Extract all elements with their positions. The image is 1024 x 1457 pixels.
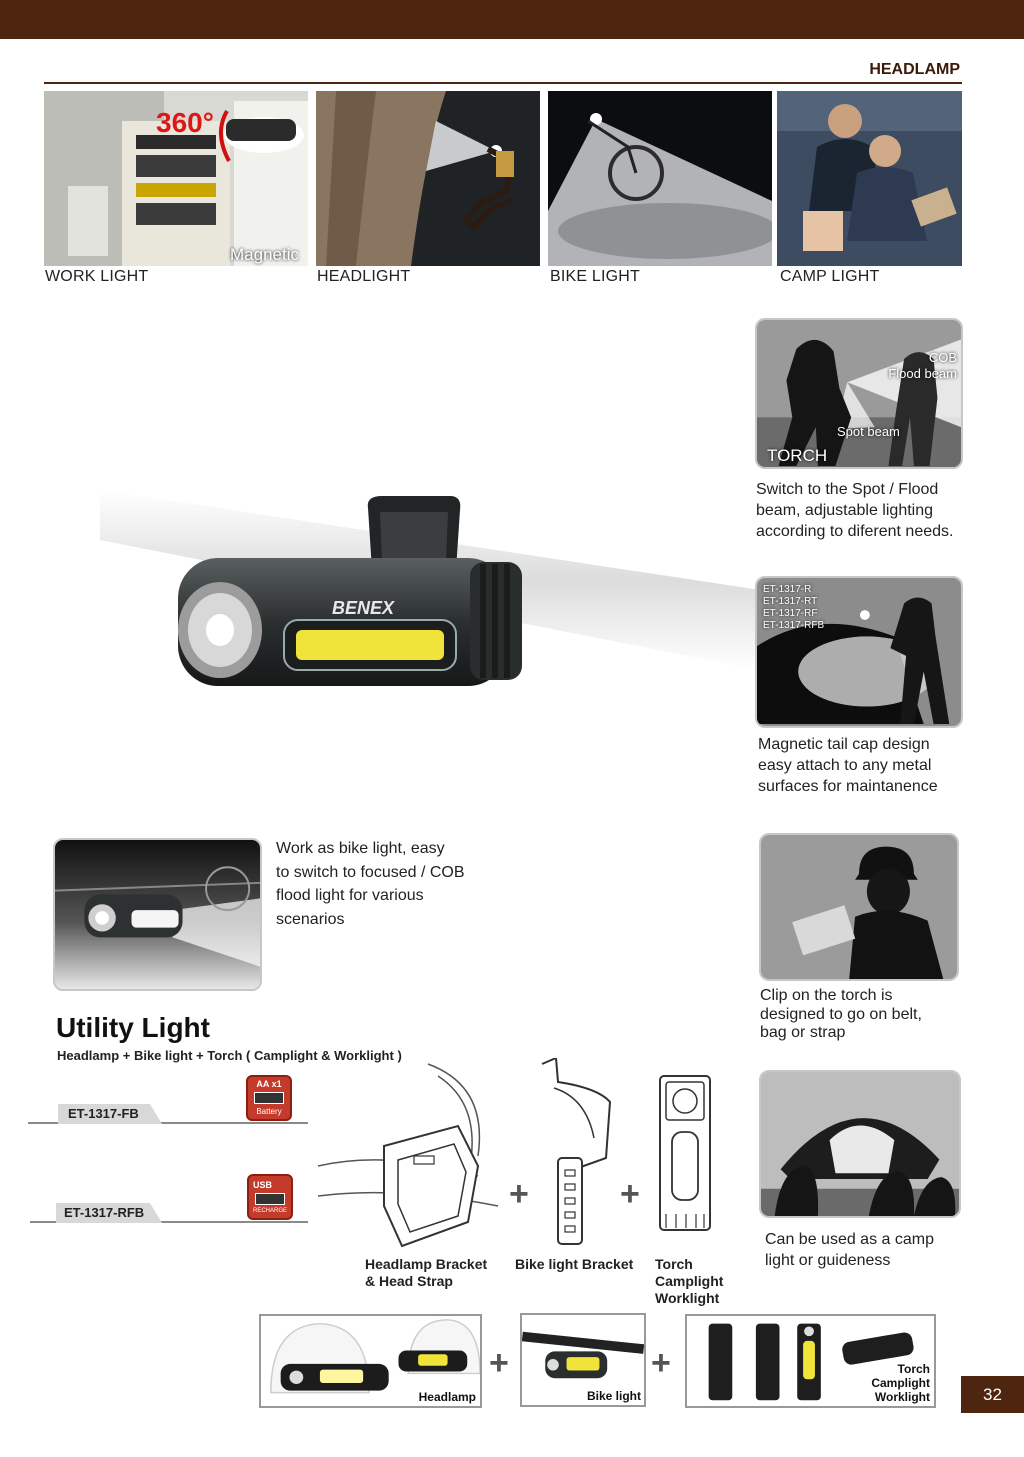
caption-work-light: WORK LIGHT	[45, 268, 149, 285]
part-label-headlamp-bracket: Headlamp Bracket & Head Strap	[365, 1256, 488, 1289]
feature-camp-text: Can be used as a camp light or guideness	[765, 1231, 934, 1269]
plus-sign-4: +	[651, 1344, 671, 1382]
magnetic-label: Magnetic	[230, 245, 299, 264]
plus-sign-1: +	[509, 1175, 529, 1213]
cob-label: COB Flood beam	[888, 350, 957, 381]
part-label-torch: Torch Camplight Worklight	[655, 1256, 724, 1306]
caption-camp-light: CAMP LIGHT	[780, 268, 880, 285]
feature-bike-image	[53, 838, 262, 991]
box-label-headlamp: Headlamp	[418, 1390, 476, 1404]
feature-clip-text: Clip on the torch is designed to go on belt, bag or strap	[760, 987, 922, 1041]
model-tab-fb	[58, 1104, 162, 1124]
feature-magnetic-image	[755, 576, 963, 728]
section-title: HEADLAMP	[869, 61, 960, 78]
torch-drawing	[658, 1074, 712, 1232]
feature-clip-image	[759, 833, 959, 981]
box-label-torch: Torch Camplight Worklight	[871, 1362, 930, 1404]
photo-headlight	[316, 91, 540, 266]
plus-sign-2: +	[620, 1175, 640, 1213]
part-label-bike-bracket: Bike light Bracket	[515, 1256, 634, 1272]
photo-work-light	[44, 91, 308, 266]
spot-beam-label: Spot beam	[837, 424, 900, 439]
usb-badge-top: USB	[253, 1180, 273, 1190]
torch-mode-label: TORCH	[767, 446, 828, 465]
feature-torch-text: Switch to the Spot / Flood beam, adjustable lighting according to diferent needs.	[756, 481, 954, 540]
model-code-fb: ET-1317-FB	[68, 1106, 139, 1121]
section-rule	[44, 82, 962, 84]
usb-badge	[247, 1174, 293, 1220]
bike-bracket-drawing	[538, 1058, 614, 1248]
box-headlamp	[259, 1314, 482, 1408]
box-torch	[685, 1314, 936, 1408]
top-bar	[0, 0, 1024, 39]
feature-bike-text: Work as bike light, easy to switch to focused / COB flood light for various scenarios	[276, 840, 465, 928]
box-label-bike-light: Bike light	[586, 1389, 641, 1403]
battery-badge-bottom: Battery	[256, 1107, 282, 1116]
feature-magnetic-text: Magnetic tail cap design easy attach to any metal surfaces for maintanence	[758, 736, 938, 795]
brand-logo: BENEX	[332, 598, 395, 618]
box-bike-light	[520, 1313, 646, 1407]
plus-sign-3: +	[489, 1344, 509, 1382]
feature-torch-image	[755, 318, 963, 469]
model-tab-rfb	[56, 1203, 162, 1223]
battery-badge-top: AA x1	[256, 1079, 282, 1089]
model-code-rfb: ET-1317-RFB	[64, 1205, 145, 1220]
model-list: ET-1317-R ET-1317-RT ET-1317-RF ET-1317-RFB	[763, 584, 825, 631]
caption-headlight: HEADLIGHT	[317, 268, 411, 285]
battery-badge	[246, 1075, 292, 1121]
page-number: 32	[961, 1376, 1024, 1413]
usb-badge-bottom: RECHARGE	[252, 1208, 287, 1214]
headlamp-bracket-drawing	[318, 1056, 500, 1252]
badge-360: 360°	[156, 107, 214, 138]
feature-camp-image	[759, 1070, 961, 1218]
photo-camp-light	[777, 91, 962, 266]
utility-title: Utility Light	[56, 1012, 210, 1043]
caption-bike-light: BIKE LIGHT	[550, 268, 641, 285]
photo-bike-light	[548, 91, 772, 266]
usb-icon	[255, 1193, 285, 1205]
product-hero	[100, 470, 760, 730]
utility-subtitle: Headlamp + Bike light + Torch ( Camplight & Worklight )	[57, 1048, 402, 1063]
battery-icon	[254, 1092, 284, 1104]
